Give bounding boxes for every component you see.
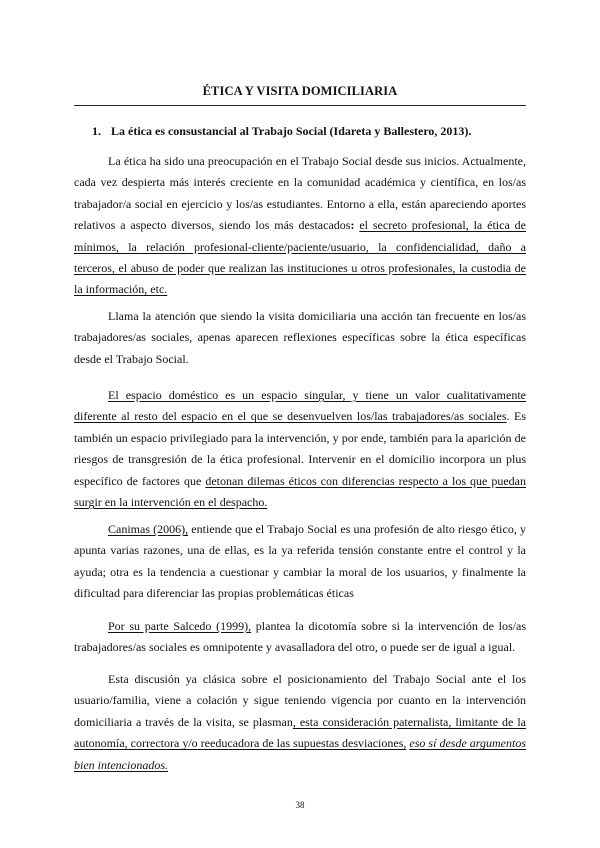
paragraph-1 bbox=[74, 151, 526, 301]
paragraph-1-underlined: el secreto profesional, la ética de mínimos, la relación profesional-cliente/paciente/usuario, la confidencialidad, daño a terceros, el abuso de poder que realizan las instituciones u otros profesionales, la custodia de la información, etc. bbox=[74, 218, 526, 297]
section-number: 1. bbox=[92, 124, 101, 138]
paragraph-5-text: plantea la dicotomía sobre si la intervención de los/as trabajadores/as sociales es omnipotente y avasalladora del otro, o puede ser de igual a igual. bbox=[74, 619, 526, 655]
page-number: 38 bbox=[295, 800, 305, 810]
paragraph-4 bbox=[74, 519, 526, 605]
paragraph-6-text: Esta discusión ya clásica sobre el posicionamiento del Trabajo Social ante el los usuario/familia, viene a colación y sigue teniendo vigencia por cuanto en la intervención domiciliaria a través de la visita, se plasman bbox=[74, 672, 526, 729]
paragraph-2-text: Llama la atención que siendo la visita domiciliaria una acción tan frecuente en los/as trabajadores/as sociales, apenas aparecen reflexiones específicas sobre la ética específicas desde el Trabajo Social. bbox=[74, 309, 526, 366]
paragraph-1-colon: : bbox=[350, 218, 360, 233]
paragraph-5-underlined-start: Por su parte Salcedo (1999), bbox=[108, 619, 252, 633]
paragraph-6-underlined-italic: eso sí desde argumentos bien intencionados. bbox=[74, 736, 527, 772]
paragraph-4-underlined-start: Canimas (2006), bbox=[108, 522, 189, 536]
paragraph-3-underlined-end: detonan dilemas éticos con diferencias respecto a los que puedan surgir en la intervención en el despacho. bbox=[74, 473, 526, 510]
paragraph-3-text: . Es también un espacio privilegiado para la intervención, y por ende, también para la aparición de riesgos de transgresión de la ética profesional. Intervenir en el domicilio incorpora un plus específico de factores que bbox=[74, 409, 526, 488]
section-heading bbox=[92, 124, 532, 139]
paragraph-2 bbox=[74, 306, 526, 370]
paragraph-4-text: entiende que el Trabajo Social es una profesión de alto riesgo ético, y apunta varias razones, una de ellas, es la ya referida tensión constante entre el control y la ayuda; otra es la tendencia a cuestionar y cambiar la moral de los usuarios, y finalmente la dificultad para diferenciar las propias problemáticas éticas bbox=[74, 522, 526, 601]
paragraph-5 bbox=[74, 616, 526, 659]
paragraph-6-underlined: , esta consideración paternalista, limitante de la autonomía, correctora y/o reeducadora de las supuestas desviaciones, bbox=[74, 714, 526, 751]
paragraph-1-text: La ética ha sido una preocupación en el Trabajo Social desde sus inicios. Actualmente, cada vez despierta más interés creciente en la comunidad académica y científica, en los/as trabajador/a social en ejercicio y los/as estudiantes. Entorno a ella, están apareciendo aportes relativos a aspecto diversos, siendo los más destacados bbox=[74, 154, 526, 233]
paragraph-3-underlined-start: El espacio doméstico es un espacio singular, y tiene un valor cualitativamente diferente al resto del espacio en el que se desenvuelven los/las trabajadores/as sociales bbox=[74, 388, 526, 424]
paragraph-3 bbox=[74, 385, 526, 513]
paragraph-6 bbox=[74, 669, 526, 776]
section-heading-text: La ética es consustancial al Trabajo Social (Idareta y Ballestero, 2013). bbox=[111, 124, 472, 138]
title-divider bbox=[74, 105, 526, 106]
page-title: ÉTICA Y VISITA DOMICILIARIA bbox=[202, 84, 398, 98]
